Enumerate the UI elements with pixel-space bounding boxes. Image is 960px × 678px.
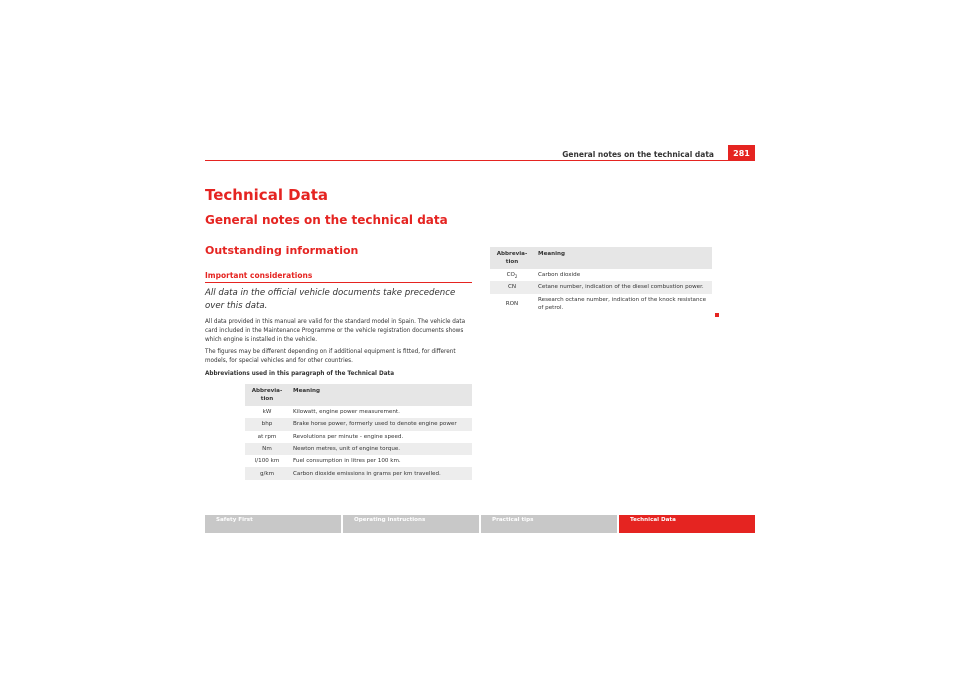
abbreviation-cell: kW [245, 406, 289, 418]
header-rule [205, 160, 755, 161]
table-row [490, 294, 712, 314]
footer-tab-technical-data[interactable]: Technical Data [619, 515, 755, 533]
table-row [245, 431, 472, 443]
table-header-row [245, 384, 472, 406]
meaning-cell: Research octane number, indication of the knock resistance of petrol. [534, 294, 712, 314]
abbreviation-cell: g/km [245, 467, 289, 479]
meaning-cell: Brake horse power, formerly used to denote engine power [289, 418, 472, 430]
abbreviation-cell [490, 269, 534, 281]
section-end-marker [715, 313, 719, 317]
running-header-title: General notes on the technical data [562, 150, 714, 159]
table-row [245, 418, 472, 430]
meaning-cell: Carbon dioxide emissions in grams per km travelled. [289, 467, 472, 479]
body-paragraph: The figures may be different depending on if additional equipment is fitted, for different models, for special vehicles and for other countries. [205, 349, 456, 365]
section-title: General notes on the technical data [205, 213, 448, 227]
body-paragraph: All data provided in this manual are valid for the standard model in Spain. The vehicle data card included in the Maintenance Programme or the vehicle registration documents shows which engine is installed in the vehicle. [205, 319, 466, 344]
abbreviation-cell: RON [490, 294, 534, 314]
table-header-row [490, 247, 712, 269]
abbreviation-cell: Nm [245, 443, 289, 455]
chapter-title: Technical Data [205, 186, 329, 204]
abbreviation-cell: l/100 km [245, 455, 289, 467]
table-row [490, 281, 712, 293]
table-row [490, 269, 712, 281]
subsection-title: Outstanding information [205, 244, 359, 257]
header-abbreviation: Abbrevia- tion [490, 247, 534, 269]
meaning-cell: Fuel consumption in litres per 100 km. [289, 455, 472, 467]
minor-heading-rule [205, 282, 472, 283]
abbreviation-text: CO [506, 271, 515, 278]
intro-note: All data in the official vehicle documents take precedence over this data. [205, 288, 456, 311]
table-row [245, 406, 472, 418]
table-row [245, 455, 472, 467]
meaning-cell: Kilowatt, engine power measurement. [289, 406, 472, 418]
abbreviation-cell: at rpm [245, 431, 289, 443]
meaning-cell: Revolutions per minute - engine speed. [289, 431, 472, 443]
abbreviations-table [245, 384, 472, 480]
page-number: 281 [728, 145, 755, 161]
header-meaning: Meaning [534, 247, 712, 269]
footer-tab-operating-instructions[interactable]: Operating instructions [343, 515, 479, 533]
abbreviation-cell: CN [490, 281, 534, 293]
meaning-cell: Cetane number, indication of the diesel combustion power. [534, 281, 712, 293]
subscript-text: 2 [514, 273, 518, 279]
footer-tab-practical-tips[interactable]: Practical tips [481, 515, 617, 533]
meaning-cell: Carbon dioxide [534, 269, 712, 281]
header-abbreviation: Abbrevia- tion [245, 384, 289, 406]
table-row [245, 467, 472, 479]
meaning-cell: Newton metres, unit of engine torque. [289, 443, 472, 455]
abbreviation-cell: bhp [245, 418, 289, 430]
table-row [245, 443, 472, 455]
minor-heading: Important considerations [205, 271, 313, 280]
abbreviations-heading: Abbreviations used in this paragraph of the Technical Data [205, 371, 395, 377]
header-meaning: Meaning [289, 384, 472, 406]
abbreviations-table-continued [490, 247, 712, 314]
footer-tab-safety-first[interactable]: Safety First [205, 515, 341, 533]
